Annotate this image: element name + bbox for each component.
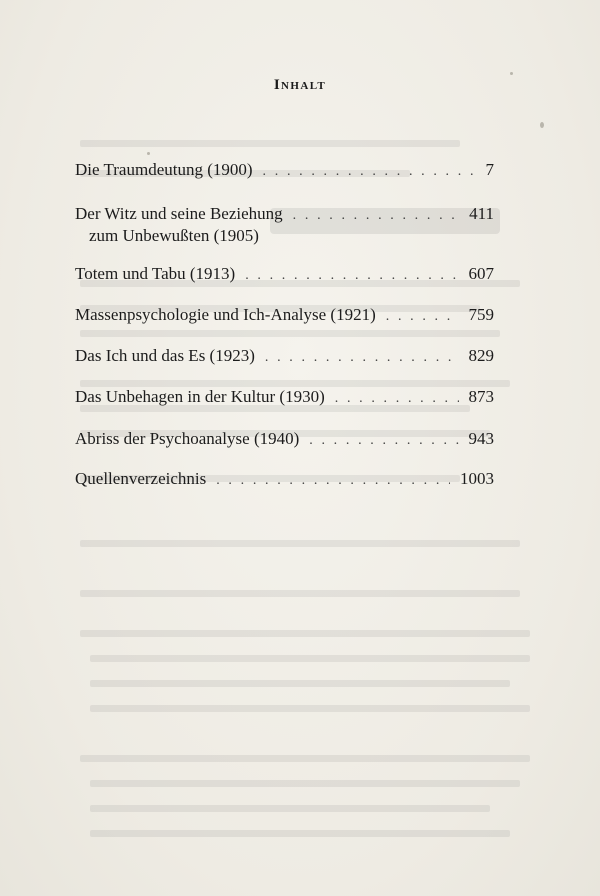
toc-entry-page: 873	[468, 387, 494, 406]
leader-dots	[309, 430, 458, 452]
leader-dots	[293, 205, 459, 227]
leader-dots	[386, 306, 459, 328]
leader-dots	[245, 265, 458, 287]
leader-dots	[335, 388, 459, 410]
toc-entry-title: Das Unbehagen in der Kultur (1930)	[75, 387, 325, 406]
toc-entry-title: Totem und Tabu (1913)	[75, 264, 236, 283]
toc-entry[interactable]	[75, 304, 494, 328]
toc-entry-title: Der Witz und seine Beziehung	[75, 204, 283, 223]
toc-entry[interactable]	[75, 159, 494, 183]
toc-entry[interactable]	[75, 428, 494, 452]
toc-entry-page: 1003	[460, 469, 494, 488]
paper-speck	[540, 122, 544, 128]
toc-entry-page: 829	[468, 346, 494, 365]
toc-entry-title: Die Traumdeutung (1900)	[75, 160, 253, 179]
leader-dots	[263, 161, 476, 183]
toc-entry[interactable]	[75, 263, 494, 287]
page-title: Inhalt	[273, 77, 327, 93]
toc-entry[interactable]	[75, 203, 494, 227]
toc-entry-title: Das Ich und das Es (1923)	[75, 346, 255, 365]
toc-entry-title: Quellenverzeichnis	[75, 469, 207, 488]
toc-entry-title: Massenpsychologie und Ich-Analyse (1921)	[75, 305, 376, 324]
toc-entry-title: Abriss der Psychoanalyse (1940)	[75, 429, 300, 448]
toc-entry[interactable]	[75, 468, 494, 492]
leader-dots	[265, 347, 459, 369]
leader-dots	[216, 470, 450, 492]
toc-entry-page: 7	[485, 160, 494, 179]
toc-entry-page: 607	[468, 264, 494, 283]
toc-entry-page: 943	[468, 429, 494, 448]
toc-entry-page: 759	[468, 305, 494, 324]
toc-entry-title-continuation: zum Unbewußten (1905)	[89, 226, 259, 245]
paper-speck	[147, 152, 150, 155]
paper-speck	[510, 72, 513, 75]
toc-entry-page: 411	[469, 204, 494, 223]
toc-entry[interactable]	[75, 345, 494, 369]
toc-entry[interactable]	[75, 386, 494, 410]
